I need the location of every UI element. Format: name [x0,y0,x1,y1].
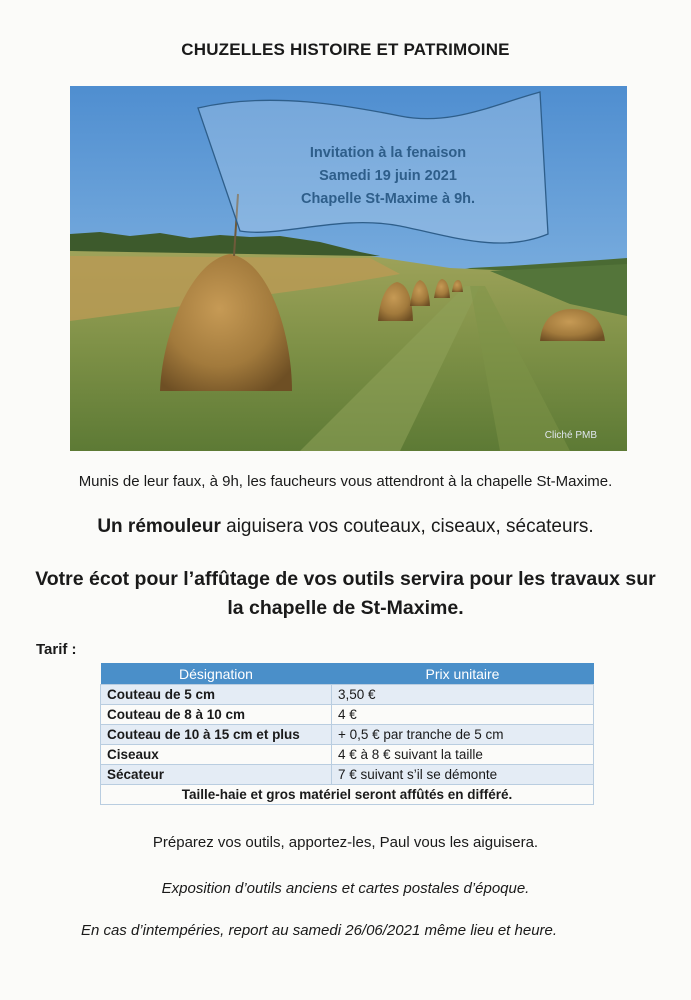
table-footer-note: Taille-haie et gros matériel seront affûtés en différé. [101,785,594,805]
remouleur-bold: Un rémouleur [97,516,221,537]
row-price: 4 € [332,705,594,725]
hayfield-illustration [70,86,627,451]
banner-line-3: Chapelle St-Maxime à 9h. [300,191,476,207]
ecot-text: Votre écot pour l’affûtage de vos outils servira pour les travaux sur la chapelle de St-Maxime. [35,568,656,619]
exposition-text: Exposition d’outils anciens et cartes postales d’époque. [161,880,530,897]
photo-credit: Cliché PMB [544,430,597,441]
row-designation: Couteau de 5 cm [101,685,332,705]
row-price: 3,50 € [332,685,594,705]
tarif-label: Tarif : [36,641,77,658]
table-row [101,765,594,785]
remouleur-rest: aiguisera vos couteaux, ciseaux, sécateurs. [220,516,594,537]
table-footer-row [101,785,594,805]
row-price: 4 € à 8 € suivant la taille [332,745,594,765]
intro-text: Munis de leur faux, à 9h, les faucheurs vous attendront à la chapelle St-Maxime. [78,473,613,490]
table-header-row [101,663,594,685]
row-price: + 0,5 € par tranche de 5 cm [332,725,594,745]
table-row [101,705,594,725]
preparez-text: Préparez vos outils, apportez-les, Paul vous les aiguisera. [152,834,539,851]
row-designation: Sécateur [101,765,332,785]
row-designation: Couteau de 10 à 15 cm et plus [101,725,332,745]
header-price: Prix unitaire [332,663,594,685]
remouleur-text [0,516,691,538]
table-row [101,725,594,745]
invitation-banner [288,142,488,211]
tarif-table [100,663,594,805]
page-title: CHUZELLES HISTOIRE ET PATRIMOINE [181,40,510,59]
row-designation: Couteau de 8 à 10 cm [101,705,332,725]
row-price: 7 € suivant s’il se démonte [332,765,594,785]
banner-line-2: Samedi 19 juin 2021 [319,168,457,184]
banner-line-1: Invitation à la fenaison [309,145,467,161]
header-designation: Désignation [101,663,332,685]
hayfield-photo [70,86,627,451]
table-row [101,745,594,765]
row-designation: Ciseaux [101,745,332,765]
intemperies-text: En cas d’intempéries, report au samedi 26/06/2021 même lieu et heure. [80,922,558,939]
table-row [101,685,594,705]
